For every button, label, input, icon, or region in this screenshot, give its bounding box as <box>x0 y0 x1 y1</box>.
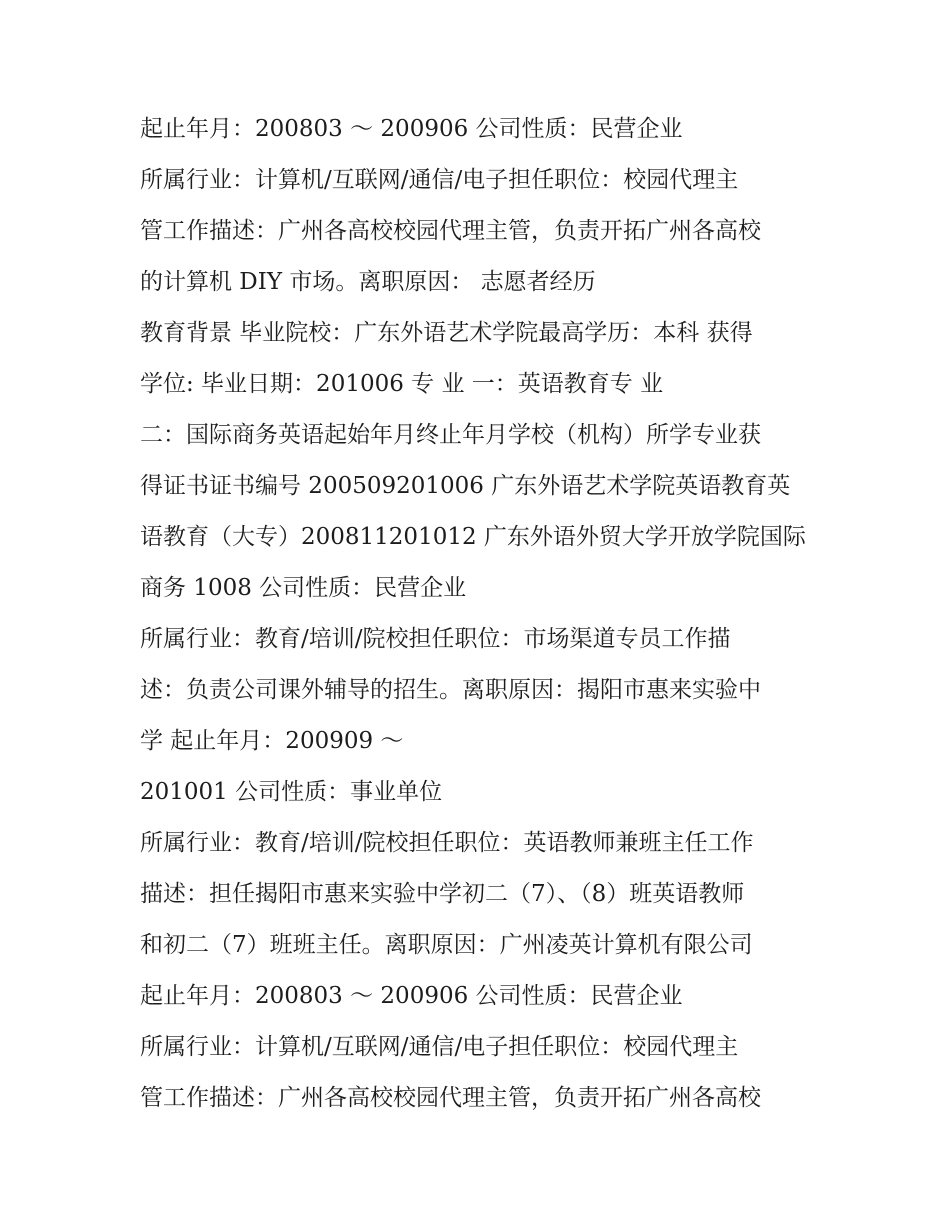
text-line: 所属行业：教育/培训/院校担任职位：市场渠道专员工作描 <box>140 626 731 652</box>
text-line: 二：国际商务英语起始年月终止年月学校（机构）所学专业获 <box>140 422 761 448</box>
text-line: 语教育（大专）200811201012 广东外语外贸大学开放学院国际 <box>140 524 806 550</box>
text-line: 所属行业：计算机/互联网/通信/电子担任职位：校园代理主 <box>140 167 739 193</box>
text-line: 学位: 毕业日期：201006 专 业 一：英语教育专 业 <box>140 371 664 397</box>
text-line: 教育背景 毕业院校：广东外语艺术学院最高学历：本科 获得 <box>140 320 753 346</box>
text-line: 起止年月：200803 ～ 200906 公司性质：民营企业 <box>140 983 683 1009</box>
text-line: 的计算机 DIY 市场。离职原因： 志愿者经历 <box>140 269 596 295</box>
text-line: 述：负责公司课外辅导的招生。离职原因：揭阳市惠来实验中 <box>140 677 761 703</box>
resume-body-text <box>140 107 830 1127</box>
text-line: 201001 公司性质：事业单位 <box>140 779 443 805</box>
text-line: 管工作描述：广州各高校校园代理主管，负责开拓广州各高校 <box>140 218 761 244</box>
text-line: 得证书证书编号 200509201006 广东外语艺术学院英语教育英 <box>140 473 791 499</box>
text-line: 商务 1008 公司性质：民营企业 <box>140 575 467 601</box>
text-line: 起止年月：200803 ～ 200906 公司性质：民营企业 <box>140 116 683 142</box>
text-line: 所属行业：计算机/互联网/通信/电子担任职位：校园代理主 <box>140 1034 739 1060</box>
text-line: 管工作描述：广州各高校校园代理主管，负责开拓广州各高校 <box>140 1085 761 1111</box>
text-line: 描述：担任揭阳市惠来实验中学初二（7）、（8）班英语教师 <box>140 881 745 907</box>
text-line: 和初二（7）班班主任。离职原因：广州凌英计算机有限公司 <box>140 932 753 958</box>
text-line: 学 起止年月：200909 ～ <box>140 728 404 754</box>
text-line: 所属行业：教育/培训/院校担任职位：英语教师兼班主任工作 <box>140 830 754 856</box>
